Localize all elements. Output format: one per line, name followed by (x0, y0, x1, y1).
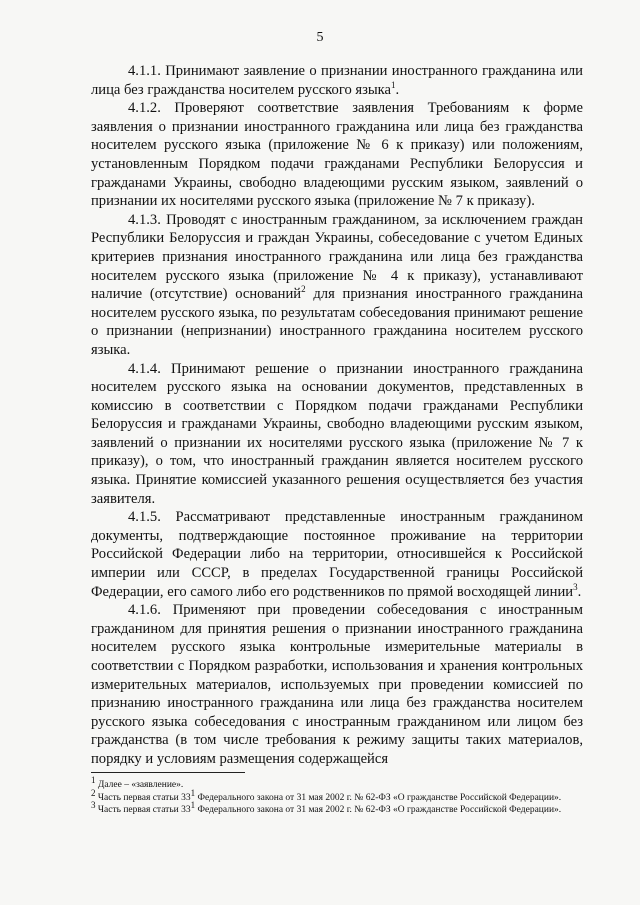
body-text (91, 62, 583, 769)
paragraph-4-1-3: 4.1.3. Проводят с иностранным гражданином, за исключением граждан Республики Белоруссия и граждан Украины, собеседование с учетом Единых критериев признания иностранного гражданина или лица без гражданства носителем русского языка (приложение № 4 к приказу), устанавливают наличие (отсутствие) оснований$^2$ для признания иностранного гражданина носителем русского языка, по результатам собеседования принимают решение о признании (непризнании) иностранного гражданина носителем русского языка. (91, 211, 583, 358)
page-number: 5 (316, 30, 324, 45)
footnote-1: $^1$ Далее – «заявление». (91, 774, 184, 790)
footnote-ref-3: 3 (573, 581, 578, 592)
footnote-ref-2: 2 (301, 284, 306, 295)
footnote-ref-1: 1 (391, 79, 396, 90)
paragraph-4-1-6: 4.1.6. Применяют при проведении собеседования с иностранным гражданином для принятия решения о признании иностранного гражданина носителем русского языка контрольные измерительные материалы в соответствии с Порядком разработки, использования и хранения контрольных измерительных материалов, используемых при проведении комиссией по признанию иностранного гражданина или лица без гражданства носителем русского языка собеседования с иностранным гражданином или лицом без гражданства (в том числе требования к режиму защиты таких материалов, порядку и условиям размещения содержащейся (91, 602, 583, 767)
footnotes (91, 772, 583, 817)
paragraph-4-1-2: 4.1.2. Проверяют соответствие заявления Требованиям к форме заявления о признании иностранного гражданина или лица без гражданства носителем русского языка (приложение № 6 к приказу) или положениям, установленным Порядком подачи гражданами Республики Белоруссия и гражданами Украины, свободно владеющими русским языком, заявлений о признании их носителями русского языка (приложение № 7 к приказу). (91, 100, 583, 210)
paragraph-4-1-4: 4.1.4. Принимают решение о признании иностранного гражданина носителем русского языка на основании документов, представленных в комиссию в соответствии с Порядком подачи гражданами Республики Белоруссия и гражданами Украины, свободно владеющими русским языком, заявлений о признании их носителями русского языка (приложение № 7 к приказу), о том, что иностранный гражданин является носителем русского языка. Принятие комиссией указанного решения осуществляется без участия заявителя. (91, 360, 583, 507)
footnote-2: $^2$ Часть первая статьи $33^1$ Федерального закона от 31 мая 2002 г. № 62-ФЗ «О гражданстве Российской Федерации». (91, 787, 562, 803)
paragraph-4-1-1: 4.1.1. Принимают заявление о признании иностранного гражданина или лица без гражданства носителем русского языка$^1$. (91, 63, 583, 98)
footnote-divider (91, 772, 245, 773)
footnote-3: $^3$ Часть первая статьи $33^1$ Федерального закона от 31 мая 2002 г. № 62-ФЗ «О гражданстве Российской Федерации». (91, 799, 562, 815)
paragraph-4-1-5: 4.1.5. Рассматривают представленные иностранным гражданином документы, подтверждающие постоянное проживание на территории Российской Федерации либо на территории, относившейся к Российской империи или СССР, в пределах Государственной границы Российской Федерации, его самого либо его родственников по прямой восходящей линии$^3$. (91, 509, 583, 600)
